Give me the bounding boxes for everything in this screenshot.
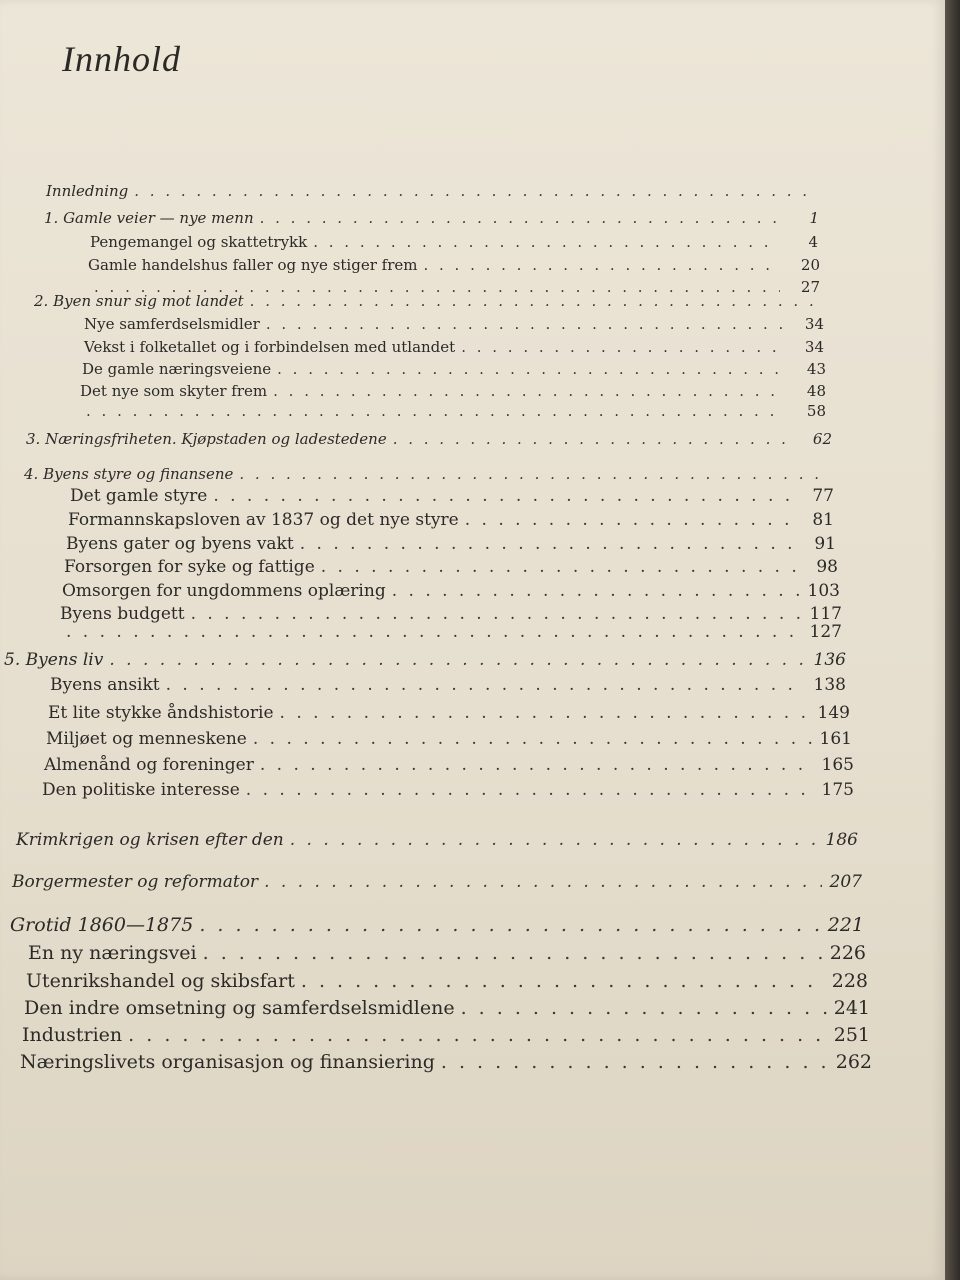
- leader-dots: [300, 534, 796, 554]
- toc-entry: [70, 486, 834, 506]
- toc-entry-label: Utenrikshandel og skibsfart: [26, 970, 295, 992]
- toc-entry-label: 3. Næringsfriheten. Kjøpstaden og ladestedene: [26, 430, 387, 448]
- toc-entry-page: 117: [809, 604, 842, 624]
- toc-entry-label: 4. Byens styre og finansene: [24, 465, 234, 483]
- toc-entry-label: Innledning: [46, 182, 129, 200]
- leader-dots: [246, 780, 814, 800]
- leader-dots: [191, 604, 802, 624]
- toc-entry-page: 58: [806, 402, 826, 420]
- toc-entry: [84, 338, 824, 356]
- leader-dots: [86, 402, 786, 420]
- leader-dots: [264, 872, 822, 892]
- toc-entry-page: 91: [814, 534, 836, 554]
- toc-entry-page: 34: [804, 315, 824, 333]
- leader-dots: [301, 970, 826, 992]
- leader-dots: [461, 338, 784, 356]
- leader-dots: [66, 622, 802, 642]
- leader-dots: [461, 997, 828, 1019]
- toc-entry-page: 81: [812, 510, 834, 530]
- leader-dots: [392, 581, 800, 601]
- toc-entry-page: 165: [821, 755, 854, 775]
- toc-entry-label: 5. Byens liv: [4, 650, 104, 670]
- toc-entry-label: Krimkrigen og krisen efter den: [16, 830, 284, 850]
- toc-entry-page: 43: [806, 360, 826, 378]
- toc-entry-label: Byens ansikt: [50, 675, 160, 695]
- toc-entry: [80, 402, 826, 420]
- toc-entry: [46, 182, 816, 200]
- toc-entry: [34, 292, 819, 310]
- toc-entry: [24, 465, 834, 483]
- toc-entry: [26, 430, 832, 448]
- toc-entry-page: 207: [829, 872, 862, 892]
- toc-entry: [68, 510, 834, 530]
- page-edge: [945, 0, 960, 1280]
- toc-entry-label: Gamle handelshus faller og nye stiger frem: [88, 256, 418, 274]
- leader-dots: [423, 256, 780, 274]
- toc-entry-page: 77: [812, 486, 834, 506]
- toc-entry-page: 175: [821, 780, 854, 800]
- toc-entry: [48, 703, 850, 723]
- leader-dots: [280, 703, 810, 723]
- toc-entry-label: Byens budgett: [60, 604, 185, 624]
- toc-entry-label: Et lite stykke åndshistorie: [48, 703, 274, 723]
- toc-entry-label: Omsorgen for ungdommens oplæring: [62, 581, 386, 601]
- leader-dots: [277, 360, 786, 378]
- toc-entry-page: 127: [809, 622, 842, 642]
- leader-dots: [128, 1024, 828, 1046]
- toc-entry: [16, 830, 858, 850]
- toc-entry-label: Nye samferdselsmidler: [84, 315, 260, 333]
- toc-entry-page: 138: [813, 675, 846, 695]
- leader-dots: [134, 182, 810, 200]
- toc-entry: [44, 209, 819, 227]
- toc-entry: [84, 315, 824, 333]
- leader-dots: [321, 557, 798, 577]
- toc-entry-label: Forsorgen for syke og fattige: [64, 557, 315, 577]
- toc-entry: [12, 872, 862, 892]
- leader-dots: [273, 382, 786, 400]
- toc-entry: [28, 942, 866, 964]
- toc-entry-page: 27: [800, 278, 820, 296]
- leader-dots: [199, 914, 821, 936]
- toc-entry-page: 262: [835, 1051, 872, 1073]
- toc-entry-page: 62: [812, 430, 832, 448]
- toc-entry-page: 34: [804, 338, 824, 356]
- toc-entry: [10, 914, 864, 936]
- leader-dots: [260, 209, 779, 227]
- leader-dots: [465, 510, 794, 530]
- toc-entry: [20, 1051, 872, 1073]
- leader-dots: [213, 486, 794, 506]
- toc-entry: [50, 675, 846, 695]
- toc-entry: [82, 360, 826, 378]
- toc-entry-label: Byens gater og byens vakt: [66, 534, 294, 554]
- toc-entry-label: Almenånd og foreninger: [44, 755, 254, 775]
- toc-entry: [60, 604, 842, 624]
- toc-entry: [24, 997, 870, 1019]
- toc-entry-page: 1: [809, 209, 819, 227]
- toc-entry-page: 98: [816, 557, 838, 577]
- toc-entry-label: Den politiske interesse: [42, 780, 240, 800]
- toc-entry-label: Borgermester og reformator: [12, 872, 259, 892]
- toc-entry-label: Den indre omsetning og samferdselsmidlene: [24, 997, 455, 1019]
- toc-entry: [26, 970, 868, 992]
- toc-entry-label: Industrien: [22, 1024, 123, 1046]
- page-title: Innhold: [62, 39, 181, 79]
- toc-entry-label: En ny næringsvei: [28, 942, 197, 964]
- toc-entry: [60, 622, 842, 642]
- toc-entry: [80, 382, 826, 400]
- toc-entry: [62, 581, 840, 601]
- leader-dots: [393, 430, 792, 448]
- toc-entry-label: Det gamle styre: [70, 486, 208, 506]
- toc-entry: [66, 534, 836, 554]
- toc-entry: [22, 1024, 870, 1046]
- toc-entry-label: 1. Gamle veier — nye menn: [44, 209, 254, 227]
- leader-dots: [166, 675, 806, 695]
- toc-entry: [4, 650, 846, 670]
- toc-entry: [88, 256, 820, 274]
- toc-entry-page: 136: [813, 650, 846, 670]
- toc-entry-page: 251: [833, 1024, 870, 1046]
- leader-dots: [290, 830, 818, 850]
- toc-entry-label: Vekst i folketallet og i forbindelsen med utlandet: [84, 338, 456, 356]
- toc-entry-page: 221: [827, 914, 864, 936]
- leader-dots: [109, 650, 806, 670]
- toc-entry-page: 161: [819, 729, 852, 749]
- toc-entry-page: 149: [817, 703, 850, 723]
- toc-entry-page: 241: [833, 997, 870, 1019]
- leader-dots: [250, 292, 813, 310]
- toc-entry-page: 4: [808, 233, 818, 251]
- toc-entry: [64, 557, 838, 577]
- leader-dots: [441, 1051, 830, 1073]
- toc-entry-page: 228: [831, 970, 868, 992]
- toc-entry: [44, 755, 854, 775]
- leader-dots: [203, 942, 824, 964]
- toc-entry-label: Formannskapsloven av 1837 og det nye styre: [68, 510, 459, 530]
- leader-dots: [239, 465, 828, 483]
- toc-entry-label: Grotid 1860—1875: [10, 914, 194, 936]
- toc-entry-label: Næringslivets organisasjon og finansiering: [20, 1051, 435, 1073]
- leader-dots: [313, 233, 778, 251]
- toc-entry-page: 226: [829, 942, 866, 964]
- leader-dots: [260, 755, 814, 775]
- toc-entry-label: De gamle næringsveiene: [82, 360, 272, 378]
- toc-entry-label: Pengemangel og skattetrykk: [90, 233, 308, 251]
- toc-entry-label: Miljøet og menneskene: [46, 729, 247, 749]
- leader-dots: [253, 729, 812, 749]
- leader-dots: [266, 315, 784, 333]
- toc-entry: [42, 780, 854, 800]
- toc-entry-page: 103: [807, 581, 840, 601]
- toc-entry-page: 186: [825, 830, 858, 850]
- toc-entry-label: 2. Byen snur sig mot landet: [34, 292, 244, 310]
- toc-entry-page: 20: [800, 256, 820, 274]
- toc-entry-label: Det nye som skyter frem: [80, 382, 268, 400]
- toc-entry: [90, 233, 818, 251]
- toc-entry-page: 48: [806, 382, 826, 400]
- toc-entry: [46, 729, 852, 749]
